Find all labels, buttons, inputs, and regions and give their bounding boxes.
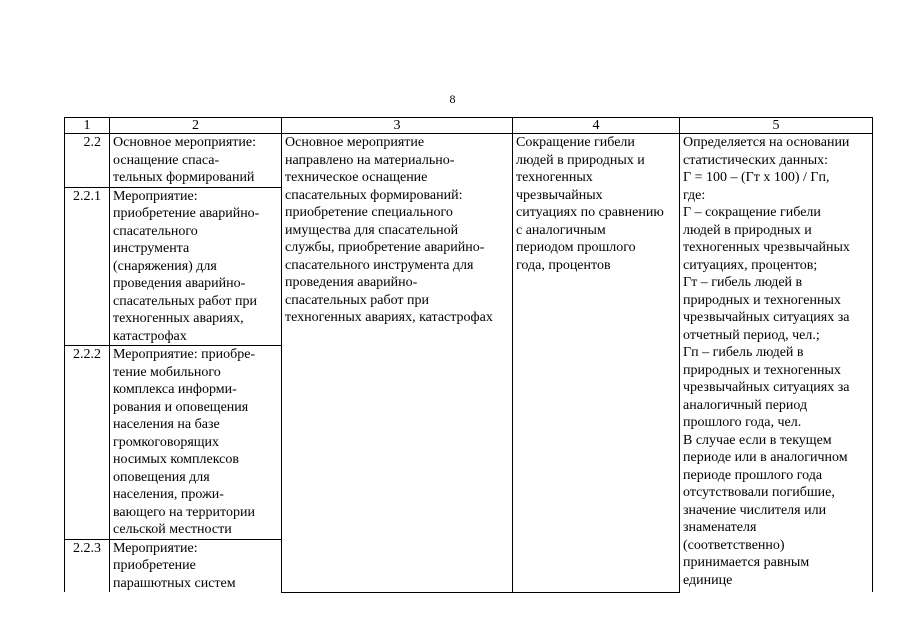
row-number: 2.2.1 [65, 187, 110, 346]
calculation-method-cell: Определяется на основании статистических данных: Г = 100 – (Гт х 100) / Гп, где: Г – сокращение гибели людей в природных и техногенных чрезвычайных ситуациях, процентов; Гт – гибель людей в природных и техногенных чрезвычайных ситуациях за отчетный период, чел.; Гп – гибель людей в природных и техногенных чрезвычайных ситуациях за аналогичный период прошлого года, чел. В случае если в текущем периоде или в аналогичном периоде прошлого года отсутствовали погибшие, значение числителя или знаменателя (соответственно) принимается равным единице [680, 134, 873, 593]
header-cell: 5 [680, 118, 873, 134]
page-number: 8 [449, 92, 456, 106]
header-cell: 2 [110, 118, 282, 134]
row-name: Мероприятие: приобретение аварийно- спасательного инструмента (снаряжения) для проведения аварийно- спасательных работ при техногенных авариях, катастрофах [110, 187, 282, 346]
indicator-cell: Сокращение гибели людей в природных и техногенных чрезвычайных ситуациях по сравнению с аналогичным периодом прошлого года, процентов [513, 134, 680, 593]
row-number: 2.2 [65, 134, 110, 188]
row-number: 2.2.3 [65, 539, 110, 592]
table-header-row [65, 118, 873, 134]
description-cell: Основное мероприятие направлено на материально- техническое оснащение спасательных формирований: приобретение специального имущества для спасательной службы, приобретение аварийно- спасательного инструмента для проведения аварийно- спасательных работ при техногенных авариях, катастрофах [282, 134, 513, 593]
row-name: Мероприятие: приобретение парашютных систем [110, 539, 282, 592]
table-row [65, 134, 873, 188]
header-cell: 3 [282, 118, 513, 134]
row-name: Мероприятие: приобре- тение мобильного комплекса информи- рования и оповещения населения на базе громкоговорящих носимых комплексов оповещения для населения, прожи- вающего на территории сельской местности [110, 346, 282, 540]
header-cell: 4 [513, 118, 680, 134]
header-cell: 1 [65, 118, 110, 134]
row-number: 2.2.2 [65, 346, 110, 540]
activities-table [64, 117, 873, 593]
row-name: Основное мероприятие: оснащение спаса- тельных формирований [110, 134, 282, 188]
